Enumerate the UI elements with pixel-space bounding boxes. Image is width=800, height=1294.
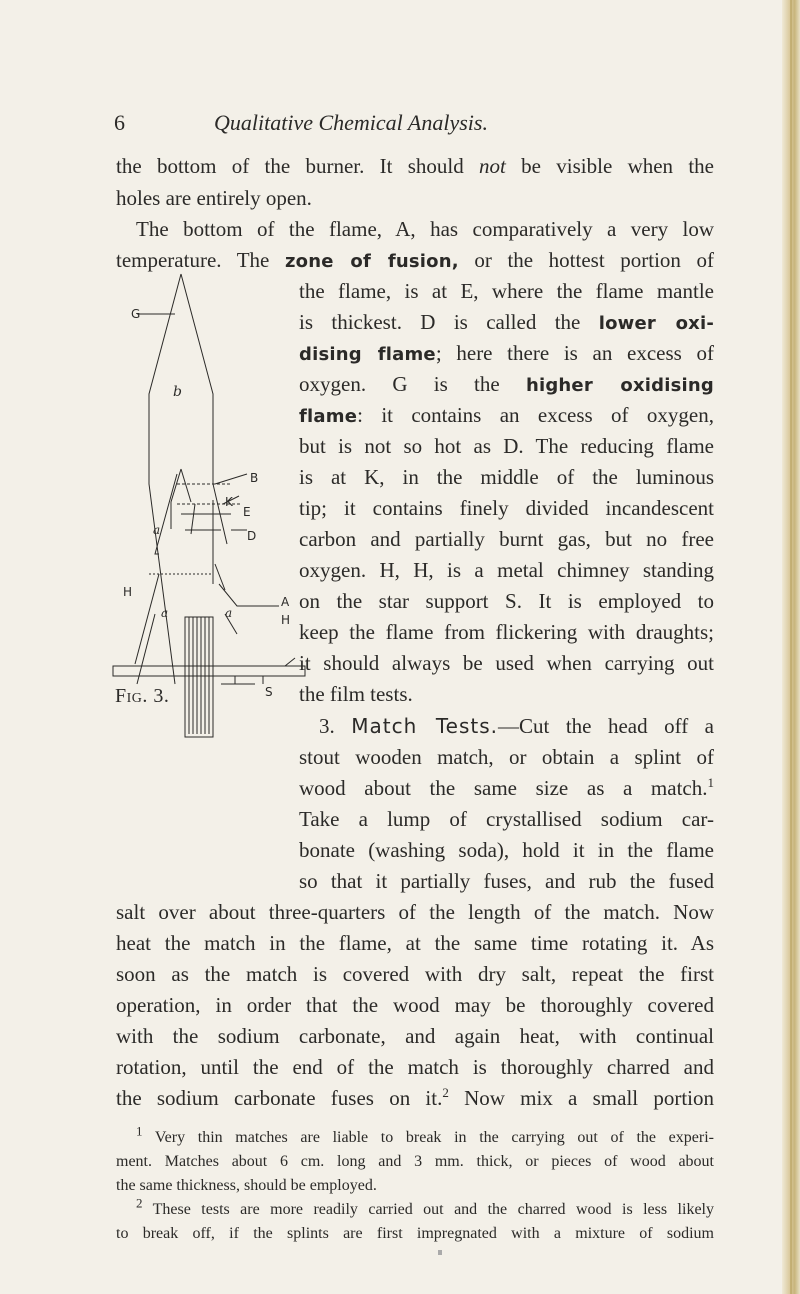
text-line-f3: soon as the match is covered with dry salt, repeat the first	[116, 962, 714, 986]
footnote-2-line-1: $^2$ These tests are more readily carried out and the charred wood is less likely	[136, 1195, 714, 1218]
text-line-w18: Take a lump of crystallised sodium car-	[299, 807, 714, 831]
page-number: 6	[114, 110, 125, 135]
outer-flame-left	[149, 274, 181, 684]
text-line-2: holes are entirely open.	[116, 186, 312, 210]
label-a-upper: a	[153, 523, 161, 537]
text-line-w2: is thickest. D is called the lower oxi-	[299, 310, 714, 334]
text-line-4: temperature. The zone of fusion, or the hottest portion of	[116, 248, 714, 272]
text-line-w15: 3. Match Tests.—Cut the head off a	[319, 714, 714, 738]
text-line-w17: wood about the same size as a match.$^1$	[299, 775, 714, 800]
footnote-1-line-1: $^1$ Very thin matches are liable to break in the carrying out of the experi-	[136, 1123, 714, 1146]
text-line-f1: salt over about three-quarters of the length of the match. Now	[116, 900, 714, 924]
figure-caption: Fig. 3.	[115, 685, 170, 707]
footnote-2-line-2: to break off, if the splints are first impregnated with a mixture of sodium	[116, 1225, 714, 1242]
footnote-1-line-3: the same thickness, should be employed.	[116, 1177, 377, 1194]
text-line-f2: heat the match in the flame, at the same time rotating it. As	[116, 931, 714, 955]
text-line-w7: is at K, in the middle of the luminous	[299, 465, 714, 489]
text-line-f5: with the sodium carbonate, and again heat, with continual	[116, 1024, 714, 1048]
text-line-w1: the flame, is at E, where the flame mantle	[299, 279, 714, 303]
text-line-w5: flame: it contains an excess of oxygen,	[299, 403, 714, 427]
text-line-w12: keep the flame from flickering with draughts;	[299, 620, 714, 644]
text-line-1: the bottom of the burner. It should not be visible when the	[116, 154, 714, 178]
label-B: B	[250, 471, 259, 485]
label-a-left: a	[161, 606, 169, 620]
label-H-right: H	[281, 613, 291, 627]
text-line-f4: operation, in order that the wood may be thoroughly covered	[116, 993, 714, 1017]
text-line-w3: dising flame; here there is an excess of	[299, 341, 714, 365]
text-line-f7: the sodium carbonate fuses on it.$^2$ Now mix a small portion	[116, 1085, 715, 1110]
label-D: D	[247, 529, 257, 543]
text-line-w8: tip; it contains finely divided incandescent	[299, 496, 714, 520]
label-G: G	[131, 307, 141, 321]
label-H-left: H	[123, 585, 133, 599]
label-E: E	[243, 505, 251, 519]
label-a-right: a	[225, 606, 233, 620]
text-line-w19: bonate (washing soda), hold it in the flame	[299, 838, 714, 862]
text-line-f6: rotation, until the end of the match is thoroughly charred and	[116, 1055, 714, 1079]
text-line-w20: so that it partially fuses, and rub the fused	[299, 869, 714, 893]
print-speck	[438, 1250, 442, 1255]
text-line-w4: oxygen. G is the higher oxidising	[299, 372, 714, 396]
text-line-w9: carbon and partially burnt gas, but no free	[299, 527, 714, 551]
text-line-w6: but is not so hot as D. The reducing flame	[299, 434, 714, 458]
text-line-w10: oxygen. H, H, is a metal chimney standing	[299, 558, 714, 582]
page-edge	[782, 0, 800, 1294]
running-title: Qualitative Chemical Analysis.	[214, 110, 488, 135]
text-line-w13: it should always be used when carrying out	[299, 651, 714, 675]
text-line-w16: stout wooden match, or obtain a splint of	[299, 745, 714, 769]
label-A: A	[281, 595, 290, 609]
footnote-1-line-2: ment. Matches about 6 cm. long and 3 mm. thick, or pieces of wood about	[116, 1153, 714, 1170]
label-K: K	[225, 495, 233, 509]
text-line-w14: the film tests.	[299, 682, 413, 706]
label-S: S	[265, 685, 273, 699]
text-line-3: The bottom of the flame, A, has comparatively a very low	[136, 217, 714, 241]
text-line-w11: on the star support S. It is employed to	[299, 589, 714, 613]
label-b: b	[173, 384, 182, 400]
luminous-tip-right	[181, 469, 191, 502]
